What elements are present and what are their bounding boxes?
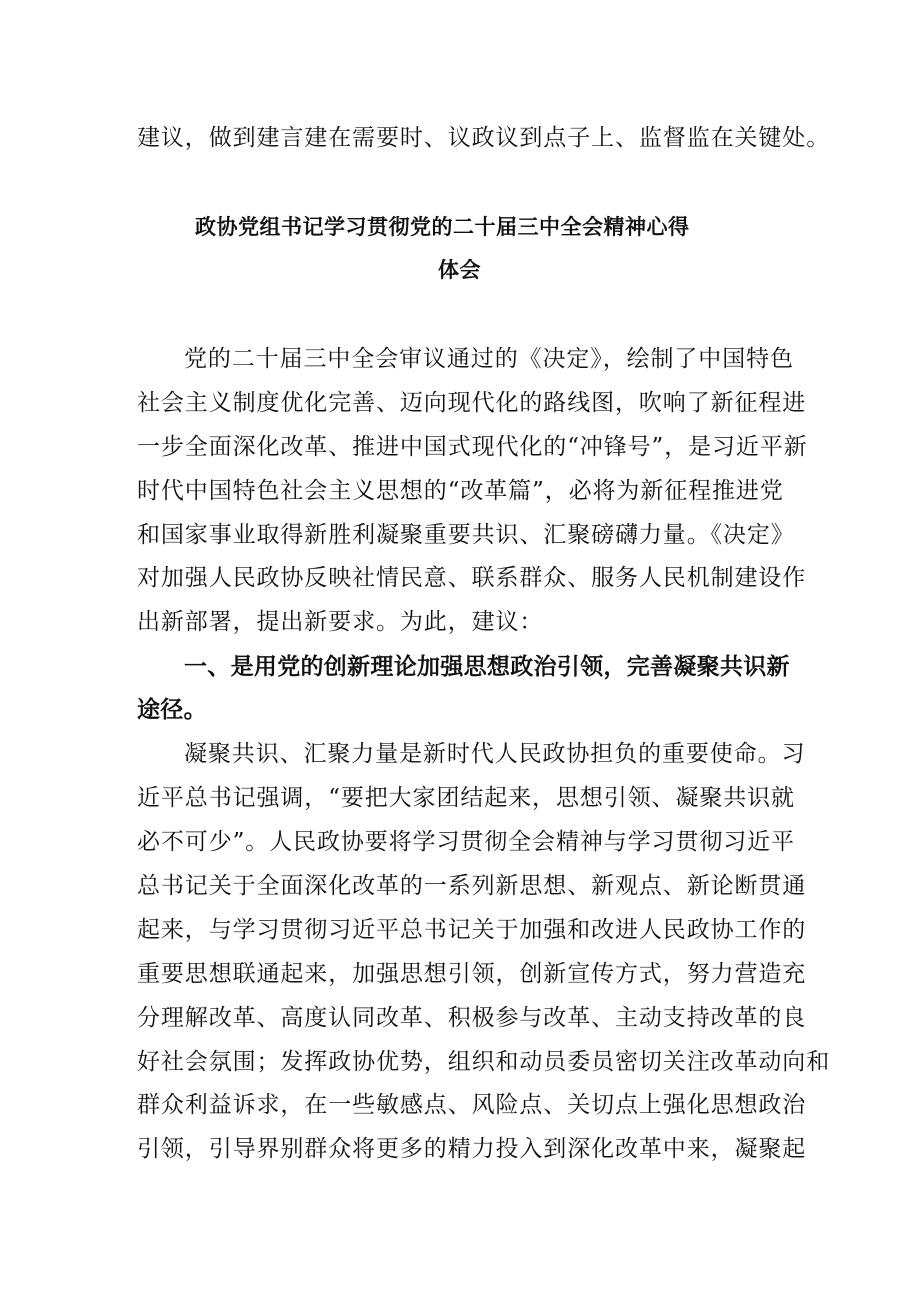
section-heading-line-2: 途径。 — [137, 697, 207, 723]
paragraph-2-line: 必不可少”。人民政协要将学习贯彻全会精神与学习贯彻习近平 — [137, 829, 795, 855]
paragraph-1-line: 党的二十届三中全会审议通过的《决定》，绘制了中国特色 — [184, 346, 794, 372]
paragraph-2-line: 好社会氛围；发挥政协优势，组织和动员委员密切关注改革动向和 — [137, 1049, 831, 1075]
paragraph-1-line: 时代中国特色社会主义思想的“改革篇”，必将为新征程推进党 — [137, 478, 784, 504]
paragraph-2-line: 分理解改革、高度认同改革、积极参与改革、主动支持改革的良 — [137, 1005, 807, 1031]
paragraph-2-line: 总书记关于全面深化改革的一系列新思想、新观点、新论断贯通 — [137, 873, 807, 899]
paragraph-2-line: 凝聚共识、汇聚力量是新时代人民政协担负的重要使命。习 — [184, 741, 806, 767]
paragraph-1-line: 一步全面深化改革、推进中国式现代化的“冲锋号”，是习近平新 — [137, 434, 808, 460]
paragraph-1-line: 社会主义制度优化完善、迈向现代化的路线图，吹响了新征程进 — [137, 390, 807, 416]
paragraph-1-line: 对加强人民政协反映社情民意、联系群众、服务人民机制建设作 — [137, 565, 807, 591]
document-title-line-2: 体会 — [438, 258, 481, 282]
paragraph-2-line: 引领，引导界别群众将更多的精力投入到深化改革中来，凝聚起 — [137, 1136, 807, 1162]
lead-line: 建议，做到建言建在需要时、议政议到点子上、监督监在关键处。 — [137, 125, 831, 151]
paragraph-2-line: 重要思想联通起来，加强思想引领，创新宣传方式，努力营造充 — [137, 961, 807, 987]
document-title-line-1: 政协党组书记学习贯彻党的二十届三中全会精神心得 — [195, 215, 690, 239]
paragraph-2-line: 起来，与学习贯彻习近平总书记关于加强和改进人民政协工作的 — [137, 917, 807, 943]
paragraph-1-line: 出新部署，提出新要求。为此，建议： — [137, 609, 544, 635]
paragraph-2-line: 群众利益诉求，在一些敏感点、风险点、关切点上强化思想政治 — [137, 1092, 807, 1118]
section-heading-line-1: 一、是用党的创新理论加强思想政治引领，完善凝聚共识新 — [184, 654, 790, 680]
paragraph-2-line: 近平总书记强调，“要把大家团结起来，思想引领、凝聚共识就 — [137, 785, 795, 811]
paragraph-1-line: 和国家事业取得新胜利凝聚重要共识、汇聚磅礴力量。《决定》 — [137, 522, 795, 548]
